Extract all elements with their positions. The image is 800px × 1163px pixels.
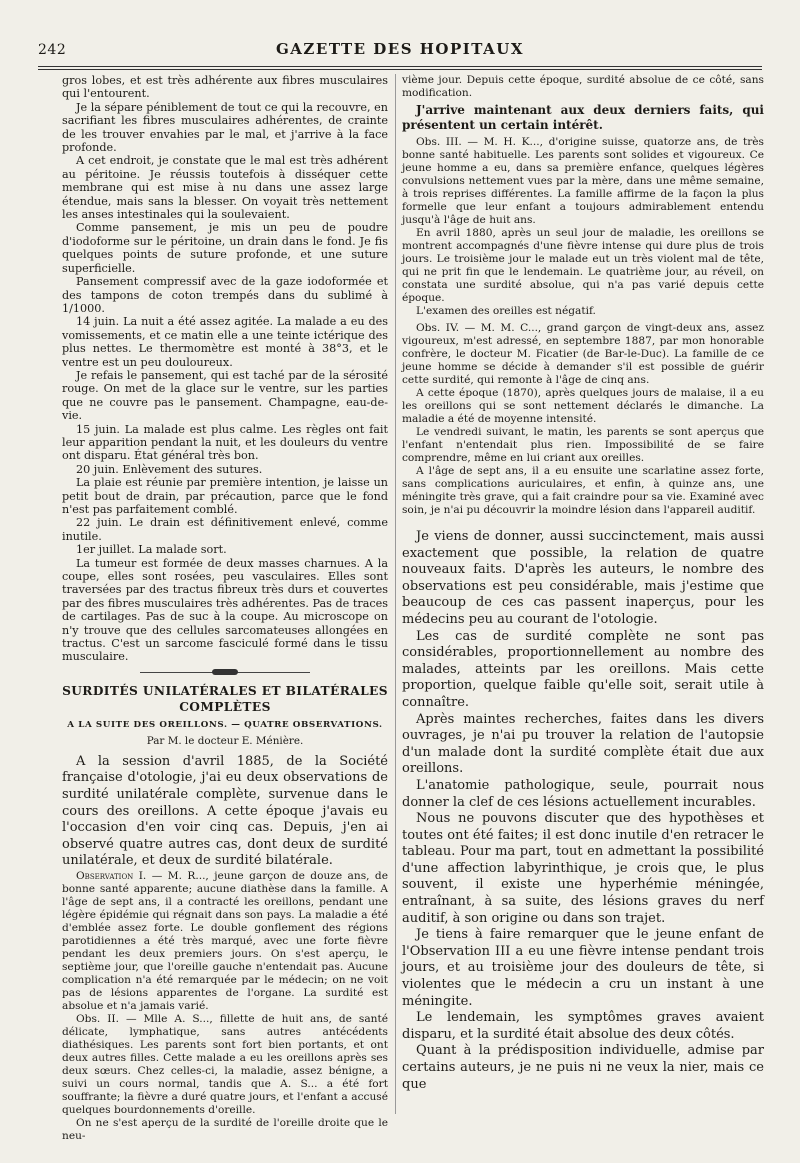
paragraph: A cet endroit, je constate que le mal est très adhérent au péritoine. Je réussis toutefois à disséquer cette membrane qui est mise à nu dans une assez large étendue, mais sans la blesser. On voyait très nettement les anses intestinales qui la soulevaient. [62, 154, 388, 222]
paragraph: Le lendemain, les symptômes graves avaient disparu, et la surdité était absolue des deux côtés. [402, 1010, 764, 1042]
paragraph: Je la sépare péniblement de tout ce qui la recouvre, en sacrifiant les fibres musculaires adhérentes, de crainte de les trouver envahies par le mal, et j'arrive à la face profonde. [62, 100, 388, 155]
section-separator [140, 672, 310, 673]
observation-text: — Mlle A. S..., fillette de huit ans, de santé délicate, lymphatique, sans autres antécédents diathésiques. Les parents sont fort bien portants, et ont deux autres filles. Cette malade a eu les oreillons après ses deux sœurs. Chez celles-ci, la maladie, assez bénigne, a suivi un cours normal, tandis que A. S... a été fort souffrante; la fièvre a duré quatre jours, et l'enfant a accusé quelques bourdonnements d'oreille. [62, 1013, 388, 1117]
paragraph: Quant à la prédisposition individuelle, admise par certains auteurs, je ne puis ni ne veux la nier, mais ce que [402, 1043, 764, 1092]
observation-label: Obs. II. [76, 1013, 119, 1026]
article-author: Par M. le docteur E. Ménière. [146, 734, 304, 747]
paragraph: L'anatomie pathologique, seule, pourrait nous donner la clef de ces lésions actuellement incurables. [402, 777, 764, 810]
paragraph: 1er juillet. La malade sort. [76, 543, 227, 557]
paragraph: Les cas de surdité complète ne sont pas considérables, proportionnellement au nombre des malades, atteints par les oreillons. Mais cette proportion, quelque faible qu'elle soit, serait utile à connaître. [402, 628, 764, 710]
article-intro: A la session d'avril 1885, de la Société française d'otologie, j'ai eu deux observations de surdité unilatérale complète, survenue dans le cours des oreillons. A cette époque j'avais eu l'occasion d'en voir cinq cas. Depuis, j'en ai observé quatre autres cas, dont deux de surdité unilatérale, et deux de surdité bilatérale. [62, 753, 388, 869]
paragraph: vième jour. Depuis cette époque, surdité absolue de ce côté, sans modification. [402, 74, 764, 99]
paragraph: Comme pansement, je mis un peu de poudre d'iodoforme sur le péritoine, un drain dans le fond. Je fis quelques points de suture profonde, et une suture superficielle. [62, 221, 388, 275]
column-divider [395, 74, 396, 1114]
observation-text: — M. M. C..., grand garçon de vingt-deux ans, assez vigoureux, m'est adressé, en septembre 1887, par mon honorable confrère, le docteur M. Ficatier (de Bar-le-Duc). La famille de ce jeune homme se décide à demander s'il est possible de guérir cette surdité, qui remonte à l'âge de cinq ans. [402, 322, 764, 386]
paragraph: La tumeur est formée de deux masses charnues. A la coupe, elles sont rosées, peu vasculaires. Elles sont traversées par des tractus fibreux très durs et couvertes par des fibres musculaires très adhérentes. Pas de traces de cartilages. Pas de suc à la coupe. Au microscope on n'y trouve que des cellules sarcomateuses allongées en tractus. C'est un sarcome fasciculé formé dans le tissu musculaire. [62, 556, 388, 664]
paragraph: On ne s'est aperçu de la surdité de l'oreille droite que le neu- [62, 1117, 388, 1143]
observation-1 [62, 870, 388, 1013]
paragraph: La plaie est réunie par première intention, je laisse un petit bout de drain, par précaution, parce que le fond n'est pas parfaitement comblé. [62, 476, 388, 516]
paragraph: A l'âge de sept ans, il a eu ensuite une scarlatine assez forte, sans complications auriculaires, et enfin, à quinze ans, une méningite très grave, qui a fait craindre pour sa vie. Examiné avec soin, je n'ai pu découvrir la moindre lésion dans l'appareil auditif. [402, 465, 764, 516]
paragraph: Pansement compressif avec de la gaze iodoformée et des tampons de coton trempés dans du sublimé à 1/1000. [62, 275, 388, 315]
observation-text: — M. H. K..., d'origine suisse, quatorze ans, de très bonne santé habituelle. Les parents sont solides et vigoureux. Ce jeune homme a eu, dans sa première enfance, quelques légères convulsions nettement vues par la mère, dans une même semaine, à trois reprises différentes. La famille affirme de la façon la plus formelle que leur enfant a toujours admirablement entendu jusqu'à l'âge de huit ans. [402, 136, 764, 226]
observation-label: Observation I. [76, 870, 147, 883]
paragraph: Après maintes recherches, faites dans les divers ouvrages, je n'ai pu trouver la relation de l'autopsie d'un malade dont la surdité complète était due aux oreillons. [402, 711, 764, 777]
paragraph: En avril 1880, après un seul jour de maladie, les oreillons se montrent accompagnés d'une fièvre intense qui dure plus de trois jours. Le troisième jour le malade eut un très violent mal de tête, qui ne prit fin que le lendemain. Le quatrième jour, au réveil, on constata une surdité absolue, qui n'a pas varié depuis cette époque. [402, 227, 764, 304]
paragraph: 22 juin. Le drain est définitivement enlevé, comme inutile. [62, 516, 388, 543]
right-column [402, 74, 764, 1093]
observation-label: Obs. III. [416, 136, 462, 148]
observation-3 [402, 136, 764, 227]
page-header [38, 38, 762, 62]
paragraph: 20 juin. Enlèvement des sutures. [76, 462, 263, 476]
paragraph: 14 juin. La nuit a été assez agitée. La malade a eu des vomissements, et ce matin elle a une teinte ictérique des plus nettes. Le thermomètre est monté à 38°3, et le ventre est un peu douloureux. [62, 315, 388, 369]
paragraph: J'arrive maintenant aux deux derniers faits, qui présentent un certain intérêt. [402, 103, 764, 132]
left-column [62, 74, 388, 1143]
paragraph: Je refais le pansement, qui est taché par de la sérosité rouge. On met de la glace sur le ventre, sur les parties que ne couvre pas le pansement. Champagne, eau-de-vie. [62, 368, 388, 423]
observation-2 [62, 1013, 388, 1117]
header-rule [38, 66, 762, 70]
journal-title: GAZETTE DES HOPITAUX [275, 40, 524, 58]
observation-label: Obs. IV. [416, 322, 460, 334]
paragraph: Je tiens à faire remarquer que le jeune enfant de l'Observation III a eu une fièvre intense pendant trois jours, et au troisième jour des douleurs de tête, si violentes que le médecin a cru un instant à une méningite. [402, 927, 764, 1009]
paragraph: L'examen des oreilles est négatif. [416, 305, 596, 317]
article-subtitle: A LA SUITE DES OREILLONS. — QUATRE OBSERVATIONS. [67, 719, 383, 730]
page-number: 242 [38, 42, 67, 58]
paragraph: Nous ne pouvons discuter que des hypothèses et toutes ont été faites; il est donc inutile d'en retracer le tableau. Pour ma part, tout en admettant la possibilité d'une affection labyrinthique, je crois que, le plus souvent, il existe une hyperhémie méningée, entraînant, à sa suite, des lésions graves du nerf auditif, à son origine ou dans son trajet. [402, 811, 764, 926]
paragraph: Je viens de donner, aussi succinctement, mais aussi exactement que possible, la relation de quatre nouveaux faits. D'après les auteurs, le nombre des observations est peu considérable, mais j'estime que beaucoup de ces cas passent inaperçus, pour les médecins peu au courant de l'otologie. [402, 529, 764, 627]
paragraph: Le vendredi suivant, le matin, les parents se sont aperçus que l'enfant n'entendait plus rien. Impossibilité de se faire comprendre, même en lui criant aux oreilles. [402, 426, 764, 464]
paragraph: gros lobes, et est très adhérente aux fibres musculaires qui l'entourent. [62, 74, 388, 101]
observation-4 [402, 322, 764, 387]
article-title: SURDITÉS UNILATÉRALES ET BILATÉRALES COMPLÈTES [62, 683, 388, 714]
paragraph: A cette époque (1870), après quelques jours de malaise, il a eu les oreillons qui se sont nettement déclarés le dimanche. La maladie a été de moyenne intensité. [402, 387, 764, 425]
paragraph: 15 juin. La malade est plus calme. Les règles ont fait leur apparition pendant la nuit, et les douleurs du ventre ont disparu. État général très bon. [62, 422, 388, 463]
observation-text: — M. R..., jeune garçon de douze ans, de bonne santé apparente; aucune diathèse dans la famille. A l'âge de sept ans, il a contracté les oreillons, pendant une légère épidémie qui régnait dans son pays. La maladie a été d'emblée assez forte. Le double gonflement des régions parotidiennes a été très marqué, avec une forte fièvre pendant les deux premiers jours. On s'est aperçu, le septième jour, que l'oreille gauche n'entendait pas. Aucune complication n'a été remarquée par le médecin; on ne voit pas de lésions apparentes de l'organe. La surdité est absolue et n'a jamais varié. [62, 870, 388, 1013]
